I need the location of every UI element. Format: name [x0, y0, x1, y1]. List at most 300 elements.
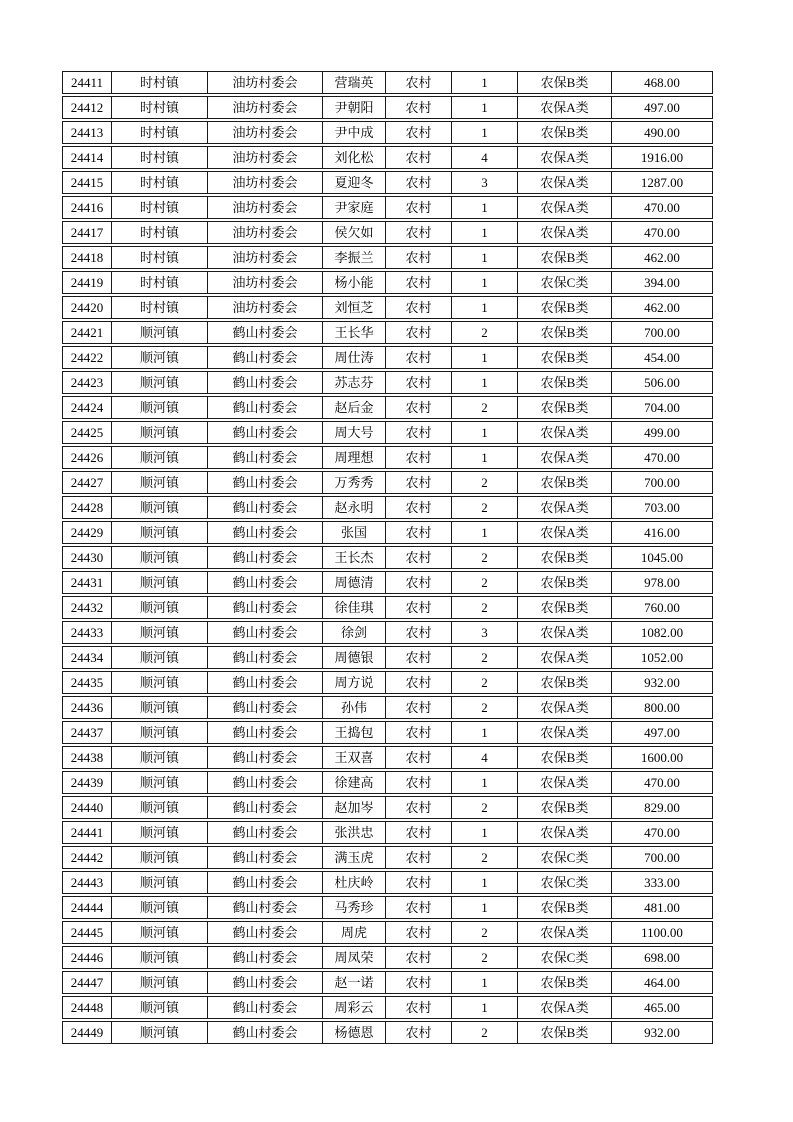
person-name-cell: 王捣包 [323, 722, 386, 743]
amount-cell: 470.00 [644, 775, 680, 790]
person-count-cell: 1 [452, 247, 518, 268]
seq-cell: 24448 [63, 997, 112, 1018]
person-count-cell: 1 [452, 772, 518, 793]
residence-type-cell: 农村 [386, 347, 452, 368]
table-row [62, 346, 713, 369]
table-row [62, 471, 713, 494]
person-count-cell: 1 [452, 447, 518, 468]
insurance-category-cell: 农保A类 [518, 147, 612, 168]
seq-cell: 24419 [63, 272, 112, 293]
person-name-cell: 杨德恩 [323, 1022, 386, 1043]
residence-type-cell: 农村 [386, 972, 452, 993]
insurance-category-cell: 农保A类 [518, 822, 612, 843]
amount-cell: 470.00 [644, 450, 680, 465]
seq-cell: 24416 [63, 197, 112, 218]
person-count-cell: 1 [452, 122, 518, 143]
insurance-category-cell: 农保B类 [518, 347, 612, 368]
table-row [62, 396, 713, 419]
person-name-cell: 徐建高 [323, 772, 386, 793]
insurance-category-cell: 农保B类 [518, 72, 612, 93]
seq-cell: 24431 [63, 572, 112, 593]
payment-roster-table [62, 71, 713, 1044]
town-cell: 时村镇 [112, 197, 208, 218]
village-cell: 鹤山村委会 [208, 722, 323, 743]
person-count-cell: 2 [452, 847, 518, 868]
person-count-cell: 1 [452, 522, 518, 543]
seq-cell: 24438 [63, 747, 112, 768]
town-cell: 顺河镇 [112, 372, 208, 393]
person-name-cell: 王双喜 [323, 747, 386, 768]
residence-type-cell: 农村 [386, 272, 452, 293]
person-count-cell: 1 [452, 72, 518, 93]
person-count-cell: 4 [452, 147, 518, 168]
amount-cell: 462.00 [644, 250, 680, 265]
amount-cell: 506.00 [644, 375, 680, 390]
town-cell: 顺河镇 [112, 497, 208, 518]
table-row [62, 446, 713, 469]
residence-type-cell: 农村 [386, 647, 452, 668]
town-cell: 时村镇 [112, 172, 208, 193]
village-cell: 油坊村委会 [208, 272, 323, 293]
person-count-cell: 3 [452, 622, 518, 643]
table-row [62, 571, 713, 594]
person-name-cell: 苏志芬 [323, 372, 386, 393]
village-cell: 鹤山村委会 [208, 822, 323, 843]
insurance-category-cell: 农保A类 [518, 647, 612, 668]
town-cell: 顺河镇 [112, 697, 208, 718]
village-cell: 油坊村委会 [208, 147, 323, 168]
seq-cell: 24443 [63, 872, 112, 893]
person-name-cell: 赵加岑 [323, 797, 386, 818]
town-cell: 顺河镇 [112, 322, 208, 343]
residence-type-cell: 农村 [386, 897, 452, 918]
amount-cell: 704.00 [644, 400, 680, 415]
village-cell: 鹤山村委会 [208, 747, 323, 768]
person-name-cell: 周理想 [323, 447, 386, 468]
person-count-cell: 2 [452, 672, 518, 693]
person-count-cell: 1 [452, 722, 518, 743]
residence-type-cell: 农村 [386, 97, 452, 118]
town-cell: 时村镇 [112, 297, 208, 318]
amount-cell: 465.00 [644, 1000, 680, 1015]
table-row [62, 121, 713, 144]
residence-type-cell: 农村 [386, 622, 452, 643]
insurance-category-cell: 农保A类 [518, 622, 612, 643]
table-row [62, 196, 713, 219]
seq-cell: 24426 [63, 447, 112, 468]
residence-type-cell: 农村 [386, 472, 452, 493]
person-name-cell: 杨小能 [323, 272, 386, 293]
residence-type-cell: 农村 [386, 772, 452, 793]
village-cell: 鹤山村委会 [208, 672, 323, 693]
residence-type-cell: 农村 [386, 122, 452, 143]
town-cell: 顺河镇 [112, 972, 208, 993]
table-row [62, 971, 713, 994]
village-cell: 鹤山村委会 [208, 847, 323, 868]
village-cell: 鹤山村委会 [208, 547, 323, 568]
town-cell: 顺河镇 [112, 522, 208, 543]
person-count-cell: 2 [452, 322, 518, 343]
seq-cell: 24444 [63, 897, 112, 918]
person-name-cell: 刘恒芝 [323, 297, 386, 318]
town-cell: 顺河镇 [112, 947, 208, 968]
person-name-cell: 尹家庭 [323, 197, 386, 218]
person-name-cell: 赵后金 [323, 397, 386, 418]
village-cell: 鹤山村委会 [208, 872, 323, 893]
amount-cell: 1600.00 [640, 750, 684, 765]
person-name-cell: 杜庆岭 [323, 872, 386, 893]
table-row [62, 371, 713, 394]
village-cell: 鹤山村委会 [208, 347, 323, 368]
table-row [62, 596, 713, 619]
amount-cell: 497.00 [644, 725, 680, 740]
residence-type-cell: 农村 [386, 147, 452, 168]
person-name-cell: 侯欠如 [323, 222, 386, 243]
residence-type-cell: 农村 [386, 722, 452, 743]
insurance-category-cell: 农保B类 [518, 672, 612, 693]
village-cell: 鹤山村委会 [208, 697, 323, 718]
seq-cell: 24425 [63, 422, 112, 443]
amount-cell: 1100.00 [641, 925, 683, 940]
amount-cell: 700.00 [644, 850, 680, 865]
residence-type-cell: 农村 [386, 572, 452, 593]
table-row [62, 946, 713, 969]
town-cell: 顺河镇 [112, 822, 208, 843]
amount-cell: 760.00 [644, 600, 680, 615]
person-name-cell: 万秀秀 [323, 472, 386, 493]
seq-cell: 24423 [63, 372, 112, 393]
person-count-cell: 1 [452, 822, 518, 843]
table-row [62, 821, 713, 844]
town-cell: 时村镇 [112, 72, 208, 93]
person-name-cell: 周德清 [323, 572, 386, 593]
insurance-category-cell: 农保B类 [518, 322, 612, 343]
insurance-category-cell: 农保A类 [518, 697, 612, 718]
amount-cell: 394.00 [644, 275, 680, 290]
person-name-cell: 李振兰 [323, 247, 386, 268]
residence-type-cell: 农村 [386, 397, 452, 418]
residence-type-cell: 农村 [386, 847, 452, 868]
person-count-cell: 1 [452, 897, 518, 918]
village-cell: 鹤山村委会 [208, 622, 323, 643]
town-cell: 顺河镇 [112, 797, 208, 818]
insurance-category-cell: 农保C类 [518, 272, 612, 293]
insurance-category-cell: 农保A类 [518, 222, 612, 243]
table-row [62, 296, 713, 319]
table-row [62, 771, 713, 794]
person-name-cell: 孙伟 [323, 697, 386, 718]
seq-cell: 24411 [63, 72, 112, 93]
table-row [62, 671, 713, 694]
amount-cell: 481.00 [644, 900, 680, 915]
village-cell: 油坊村委会 [208, 172, 323, 193]
residence-type-cell: 农村 [386, 522, 452, 543]
insurance-category-cell: 农保B类 [518, 372, 612, 393]
table-row [62, 146, 713, 169]
amount-cell: 1082.00 [640, 625, 684, 640]
person-name-cell: 马秀珍 [323, 897, 386, 918]
residence-type-cell: 农村 [386, 597, 452, 618]
seq-cell: 24429 [63, 522, 112, 543]
residence-type-cell: 农村 [386, 297, 452, 318]
insurance-category-cell: 农保A类 [518, 447, 612, 468]
seq-cell: 24412 [63, 97, 112, 118]
seq-cell: 24430 [63, 547, 112, 568]
amount-cell: 464.00 [644, 975, 680, 990]
person-name-cell: 周德银 [323, 647, 386, 668]
amount-cell: 1916.00 [640, 150, 684, 165]
amount-cell: 700.00 [644, 325, 680, 340]
person-count-cell: 1 [452, 97, 518, 118]
person-count-cell: 1 [452, 872, 518, 893]
village-cell: 油坊村委会 [208, 72, 323, 93]
village-cell: 鹤山村委会 [208, 572, 323, 593]
seq-cell: 24432 [63, 597, 112, 618]
seq-cell: 24439 [63, 772, 112, 793]
table-row [62, 96, 713, 119]
residence-type-cell: 农村 [386, 322, 452, 343]
insurance-category-cell: 农保A类 [518, 172, 612, 193]
insurance-category-cell: 农保A类 [518, 922, 612, 943]
amount-cell: 462.00 [644, 300, 680, 315]
town-cell: 顺河镇 [112, 572, 208, 593]
village-cell: 鹤山村委会 [208, 647, 323, 668]
amount-cell: 470.00 [644, 225, 680, 240]
village-cell: 鹤山村委会 [208, 322, 323, 343]
person-name-cell: 张国 [323, 522, 386, 543]
seq-cell: 24421 [63, 322, 112, 343]
amount-cell: 700.00 [644, 475, 680, 490]
table-row [62, 721, 713, 744]
seq-cell: 24441 [63, 822, 112, 843]
person-name-cell: 王长杰 [323, 547, 386, 568]
insurance-category-cell: 农保B类 [518, 122, 612, 143]
village-cell: 鹤山村委会 [208, 397, 323, 418]
village-cell: 鹤山村委会 [208, 972, 323, 993]
amount-cell: 800.00 [644, 700, 680, 715]
amount-cell: 470.00 [644, 825, 680, 840]
residence-type-cell: 农村 [386, 947, 452, 968]
table-row [62, 746, 713, 769]
person-name-cell: 周大号 [323, 422, 386, 443]
residence-type-cell: 农村 [386, 172, 452, 193]
person-count-cell: 2 [452, 472, 518, 493]
town-cell: 顺河镇 [112, 647, 208, 668]
insurance-category-cell: 农保C类 [518, 847, 612, 868]
town-cell: 时村镇 [112, 272, 208, 293]
table-row [62, 271, 713, 294]
amount-cell: 1287.00 [640, 175, 684, 190]
residence-type-cell: 农村 [386, 197, 452, 218]
person-name-cell: 满玉虎 [323, 847, 386, 868]
seq-cell: 24428 [63, 497, 112, 518]
village-cell: 鹤山村委会 [208, 447, 323, 468]
person-name-cell: 刘化松 [323, 147, 386, 168]
person-name-cell: 赵一诺 [323, 972, 386, 993]
insurance-category-cell: 农保A类 [518, 997, 612, 1018]
residence-type-cell: 农村 [386, 497, 452, 518]
residence-type-cell: 农村 [386, 922, 452, 943]
insurance-category-cell: 农保B类 [518, 747, 612, 768]
town-cell: 顺河镇 [112, 397, 208, 418]
seq-cell: 24445 [63, 922, 112, 943]
table-row [62, 1021, 713, 1044]
table-row [62, 871, 713, 894]
village-cell: 鹤山村委会 [208, 472, 323, 493]
insurance-category-cell: 农保B类 [518, 897, 612, 918]
person-count-cell: 1 [452, 347, 518, 368]
person-count-cell: 1 [452, 972, 518, 993]
person-count-cell: 2 [452, 647, 518, 668]
insurance-category-cell: 农保C类 [518, 947, 612, 968]
table-row [62, 846, 713, 869]
village-cell: 鹤山村委会 [208, 372, 323, 393]
insurance-category-cell: 农保C类 [518, 872, 612, 893]
person-name-cell: 周凤荣 [323, 947, 386, 968]
town-cell: 顺河镇 [112, 447, 208, 468]
person-name-cell: 营瑞英 [323, 72, 386, 93]
person-count-cell: 2 [452, 497, 518, 518]
town-cell: 顺河镇 [112, 872, 208, 893]
table-row [62, 546, 713, 569]
person-name-cell: 张洪忠 [323, 822, 386, 843]
insurance-category-cell: 农保B类 [518, 597, 612, 618]
amount-cell: 416.00 [644, 525, 680, 540]
amount-cell: 468.00 [644, 75, 680, 90]
village-cell: 鹤山村委会 [208, 422, 323, 443]
person-count-cell: 1 [452, 272, 518, 293]
seq-cell: 24434 [63, 647, 112, 668]
town-cell: 顺河镇 [112, 622, 208, 643]
table-row [62, 171, 713, 194]
seq-cell: 24414 [63, 147, 112, 168]
residence-type-cell: 农村 [386, 222, 452, 243]
person-count-cell: 1 [452, 197, 518, 218]
person-name-cell: 周方说 [323, 672, 386, 693]
person-count-cell: 1 [452, 422, 518, 443]
person-count-cell: 1 [452, 997, 518, 1018]
town-cell: 顺河镇 [112, 772, 208, 793]
amount-cell: 829.00 [644, 800, 680, 815]
person-name-cell: 周仕涛 [323, 347, 386, 368]
town-cell: 时村镇 [112, 122, 208, 143]
town-cell: 顺河镇 [112, 922, 208, 943]
table-row [62, 696, 713, 719]
person-count-cell: 2 [452, 922, 518, 943]
person-count-cell: 2 [452, 547, 518, 568]
insurance-category-cell: 农保B类 [518, 972, 612, 993]
village-cell: 鹤山村委会 [208, 772, 323, 793]
person-name-cell: 徐剑 [323, 622, 386, 643]
town-cell: 顺河镇 [112, 847, 208, 868]
residence-type-cell: 农村 [386, 672, 452, 693]
town-cell: 时村镇 [112, 97, 208, 118]
village-cell: 油坊村委会 [208, 97, 323, 118]
insurance-category-cell: 农保B类 [518, 547, 612, 568]
residence-type-cell: 农村 [386, 372, 452, 393]
amount-cell: 490.00 [644, 125, 680, 140]
village-cell: 鹤山村委会 [208, 947, 323, 968]
seq-cell: 24418 [63, 247, 112, 268]
insurance-category-cell: 农保A类 [518, 197, 612, 218]
residence-type-cell: 农村 [386, 422, 452, 443]
town-cell: 顺河镇 [112, 547, 208, 568]
person-name-cell: 尹中成 [323, 122, 386, 143]
village-cell: 鹤山村委会 [208, 997, 323, 1018]
insurance-category-cell: 农保B类 [518, 397, 612, 418]
amount-cell: 932.00 [644, 675, 680, 690]
person-name-cell: 王长华 [323, 322, 386, 343]
residence-type-cell: 农村 [386, 72, 452, 93]
person-name-cell: 周虎 [323, 922, 386, 943]
town-cell: 时村镇 [112, 222, 208, 243]
village-cell: 鹤山村委会 [208, 797, 323, 818]
amount-cell: 454.00 [644, 350, 680, 365]
town-cell: 顺河镇 [112, 347, 208, 368]
residence-type-cell: 农村 [386, 872, 452, 893]
seq-cell: 24422 [63, 347, 112, 368]
residence-type-cell: 农村 [386, 447, 452, 468]
insurance-category-cell: 农保B类 [518, 572, 612, 593]
village-cell: 油坊村委会 [208, 297, 323, 318]
seq-cell: 24446 [63, 947, 112, 968]
town-cell: 顺河镇 [112, 597, 208, 618]
village-cell: 鹤山村委会 [208, 597, 323, 618]
table-row [62, 421, 713, 444]
residence-type-cell: 农村 [386, 547, 452, 568]
residence-type-cell: 农村 [386, 797, 452, 818]
amount-cell: 1052.00 [640, 650, 684, 665]
table-row [62, 896, 713, 919]
person-name-cell: 周彩云 [323, 997, 386, 1018]
person-name-cell: 赵永明 [323, 497, 386, 518]
insurance-category-cell: 农保A类 [518, 772, 612, 793]
person-name-cell: 夏迎冬 [323, 172, 386, 193]
person-name-cell: 徐佳琪 [323, 597, 386, 618]
amount-cell: 470.00 [644, 200, 680, 215]
person-count-cell: 2 [452, 697, 518, 718]
table-row [62, 621, 713, 644]
amount-cell: 1045.00 [640, 550, 684, 565]
town-cell: 顺河镇 [112, 1022, 208, 1043]
town-cell: 顺河镇 [112, 897, 208, 918]
seq-cell: 24435 [63, 672, 112, 693]
town-cell: 顺河镇 [112, 747, 208, 768]
residence-type-cell: 农村 [386, 1022, 452, 1043]
table-row [62, 921, 713, 944]
person-count-cell: 2 [452, 947, 518, 968]
residence-type-cell: 农村 [386, 747, 452, 768]
person-count-cell: 2 [452, 797, 518, 818]
table-row [62, 496, 713, 519]
insurance-category-cell: 农保B类 [518, 297, 612, 318]
person-count-cell: 1 [452, 297, 518, 318]
seq-cell: 24427 [63, 472, 112, 493]
person-count-cell: 3 [452, 172, 518, 193]
person-count-cell: 1 [452, 372, 518, 393]
seq-cell: 24440 [63, 797, 112, 818]
seq-cell: 24447 [63, 972, 112, 993]
seq-cell: 24433 [63, 622, 112, 643]
amount-cell: 497.00 [644, 100, 680, 115]
village-cell: 油坊村委会 [208, 222, 323, 243]
table-row [62, 321, 713, 344]
person-count-cell: 2 [452, 397, 518, 418]
village-cell: 鹤山村委会 [208, 497, 323, 518]
insurance-category-cell: 农保A类 [518, 497, 612, 518]
seq-cell: 24413 [63, 122, 112, 143]
village-cell: 油坊村委会 [208, 247, 323, 268]
